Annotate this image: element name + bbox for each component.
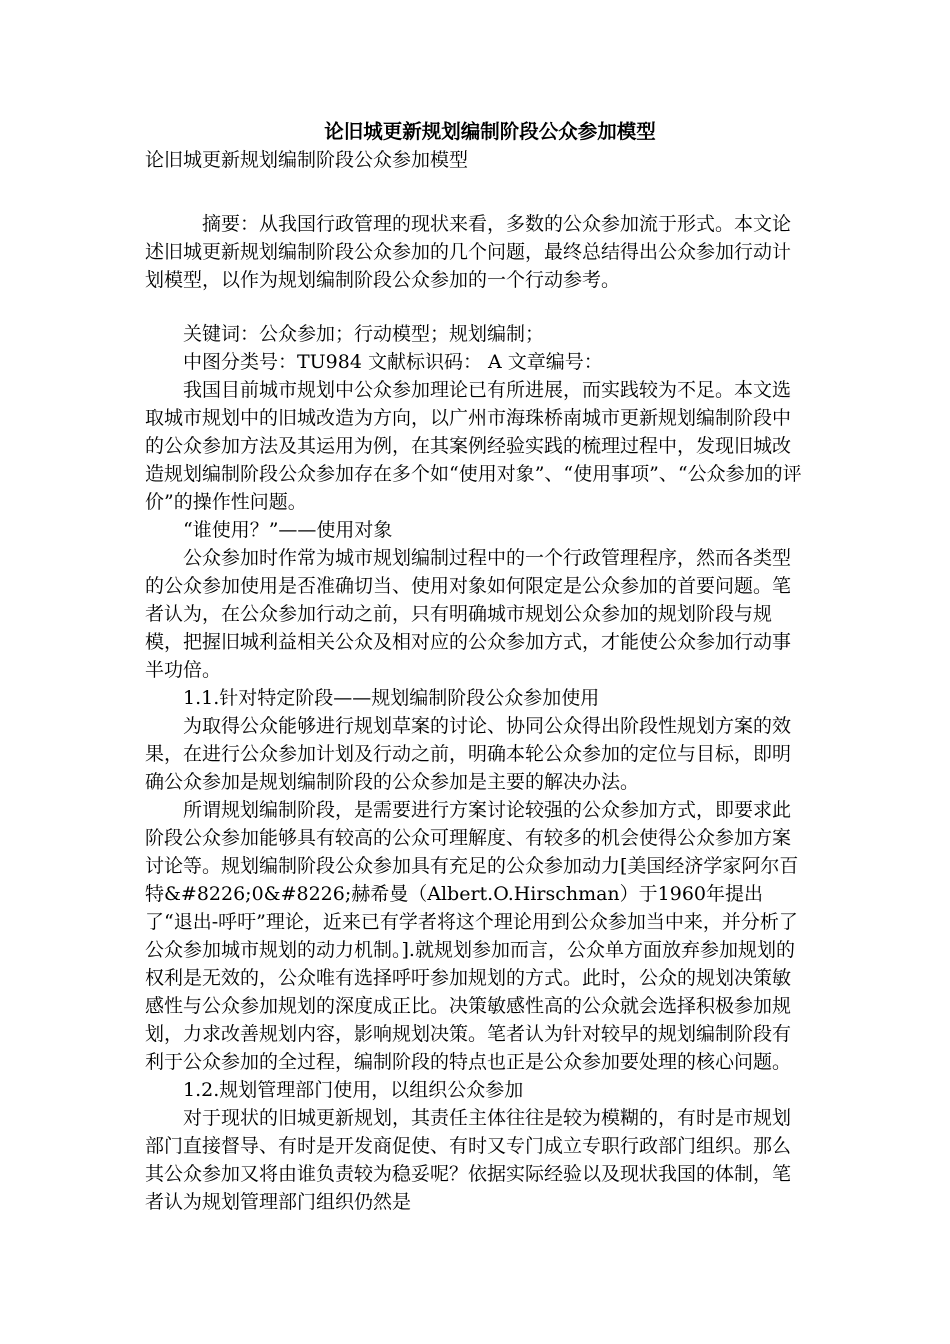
body-paragraph-intro: 我国目前城市规划中公众参加理论已有所进展，而实践较为不足。本文选取城市规划中的旧城改造为方向，以广州市海珠桥南城市更新规划编制阶段中的公众参加方法及其运用为例，在其案例经验实践的梳理过程中，发现旧城改造规划编制阶段公众参加存在多个如“使用对象”、“使用事项”、“公众参加的评价”的操作性问题。 — [145, 379, 802, 513]
section-heading-1-2: 1.2.规划管理部门使用，以组织公众参加 — [183, 1079, 524, 1101]
body-paragraph-1-2: 对于现状的旧城更新规划，其责任主体往往是较为模糊的，有时是市规划部门直接督导、有时是开发商促使、有时又专门成立专职行政部门组织。那么其公众参加又将由谁负责较为稳妥呢？依据实际经验以及现状我国的体制，笔者认为规划管理部门组织仍然是 — [145, 1107, 792, 1213]
keywords-line: 关键词：公众参加；行动模型；规划编制； — [183, 323, 545, 345]
abstract-paragraph: 摘要：从我国行政管理的现状来看，多数的公众参加流于形式。本文论述旧城更新规划编制阶段公众参加的几个问题，最终总结得出公众参加行动计划模型，以作为规划编制阶段公众参加的一个行动参考。 — [145, 213, 792, 291]
document-title: 论旧城更新规划编制阶段公众参加模型 — [324, 120, 656, 143]
classification-line: 中图分类号：TU984 文献标识码： A 文章编号： — [183, 351, 603, 373]
metadata-block — [145, 320, 805, 376]
document-subtitle: 论旧城更新规划编制阶段公众参加模型 — [145, 149, 469, 171]
section-heading-who-uses: “谁使用？”——使用对象 — [183, 519, 393, 541]
document-page — [145, 118, 805, 1216]
body-paragraph-usage-object: 公众参加时作常为城市规划编制过程中的一个行政管理程序，然而各类型的公众参加使用是否准确切当、使用对象如何限定是公众参加的首要问题。笔者认为，在公众参加行动之前，只有明确城市规划公众参加的规划阶段与规模，把握旧城利益相关公众及相对应的公众参加方式，才能使公众参加行动事半功倍。 — [145, 547, 792, 681]
body-paragraph-1-1-b: 所谓规划编制阶段，是需要进行方案讨论较强的公众参加方式，即要求此阶段公众参加能够具有较高的公众可理解度、有较多的机会使得公众参加方案讨论等。规划编制阶段公众参加具有充足的公众参加动力[美国经济学家阿尔百特&#8226;0&#8226;赫希曼（Albert.O.Hirschman）于1960年提出了“退出-呼吁”理论，近来已有学者将这个理论用到公众参加当中来，并分析了公众参加城市规划的动力机制。].就规划参加而言，公众单方面放弃参加规划的权利是无效的，公众唯有选择呼吁参加规划的方式。此时，公众的规划决策敏感性与公众参加规划的深度成正比。决策敏感性高的公众就会选择积极参加规划，力求改善规划内容，影响规划决策。笔者认为针对较早的规划编制阶段有利于公众参加的全过程，编制阶段的特点也正是公众参加要处理的核心问题。 — [145, 799, 799, 1073]
body-paragraph-1-1-a: 为取得公众能够进行规划草案的讨论、协同公众得出阶段性规划方案的效果，在进行公众参加计划及行动之前，明确本轮公众参加的定位与目标，即明确公众参加是规划编制阶段的公众参加是主要的解决办法。 — [145, 715, 792, 793]
section-heading-1-1: 1.1.针对特定阶段——规划编制阶段公众参加使用 — [183, 687, 600, 709]
